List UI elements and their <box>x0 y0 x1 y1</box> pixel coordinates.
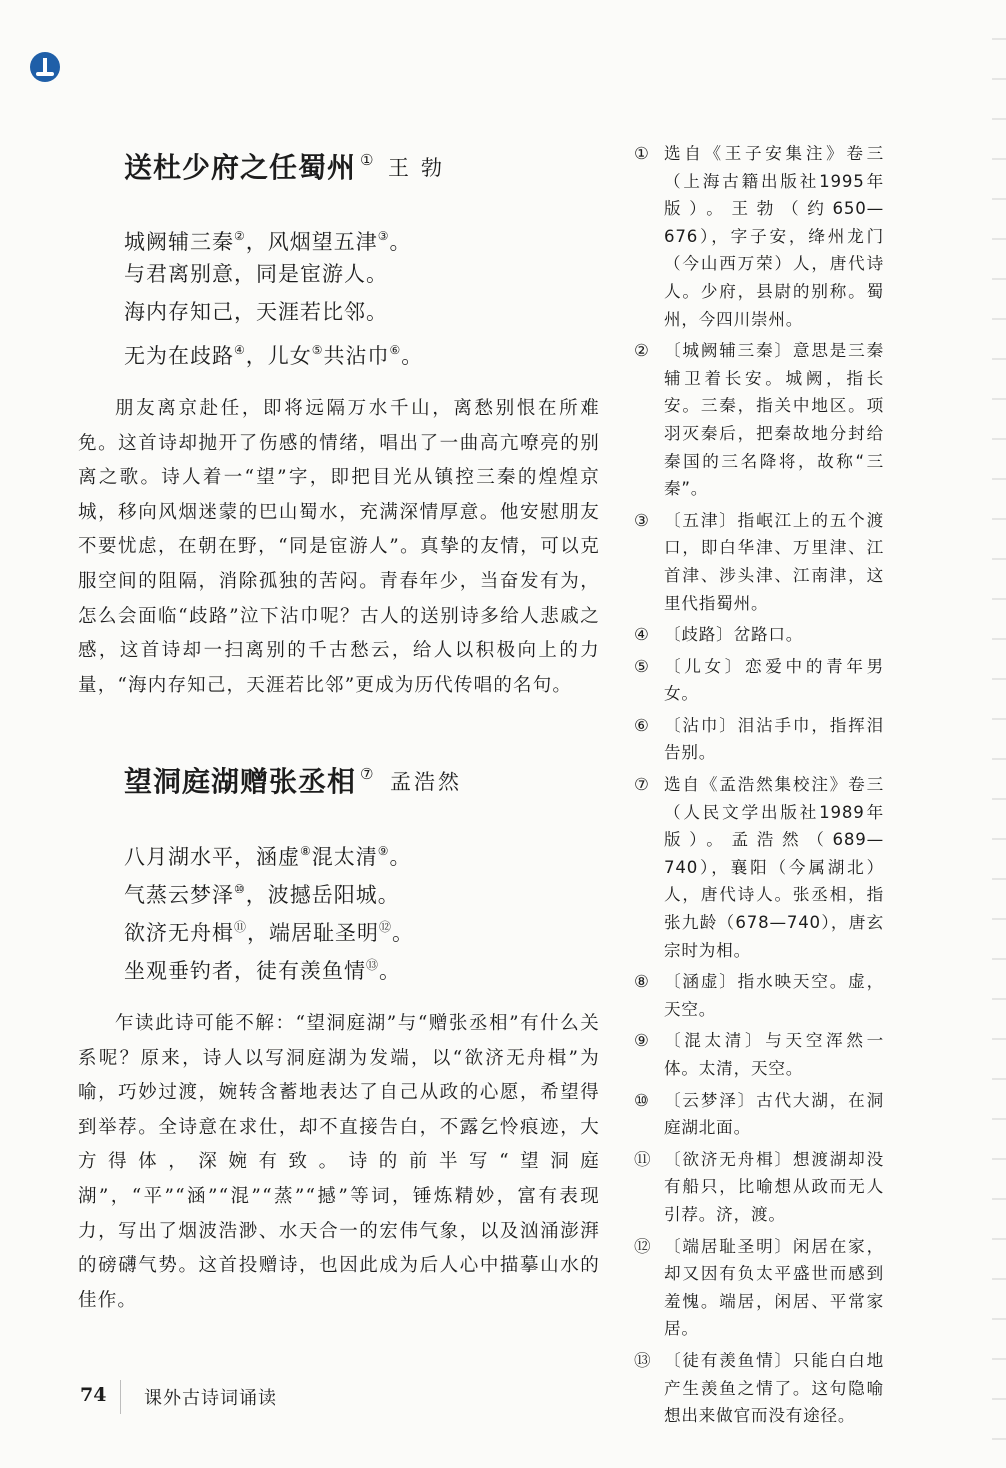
verse-line: 气蒸云梦泽⑩，波撼岳阳城。 <box>124 882 400 907</box>
verse-line: 欲济无舟楫⑪，端居耻圣明⑫。 <box>124 920 415 945</box>
footnote-marker: ① <box>360 151 375 169</box>
verse-line: 坐观垂钓者，徒有羡鱼情⑬。 <box>124 958 402 983</box>
footnote-item: ④ 〔歧路〕岔路口。 <box>634 625 804 645</box>
footnote-item: ⑥ 〔沾巾〕泪沾手巾，指挥泪告别。 <box>634 715 884 763</box>
page-edge <box>992 0 1006 1468</box>
footnote-item: ⑤ 〔儿女〕恋爱中的青年男女。 <box>634 656 884 704</box>
page-number: 74 <box>80 1384 107 1406</box>
footnote-marker: ⑦ <box>360 765 375 783</box>
poem2-verse <box>124 832 544 984</box>
poem2-author: 孟浩然 <box>390 770 462 794</box>
footnote-item: ① 选自《王子安集注》卷三（上海古籍出版社1995年版）。王勃（约650—676），字子安，绛州龙门（今山西万荣）人，唐代诗人。少府，县尉的别称。蜀州，今四川崇州。 <box>634 144 884 329</box>
verse-line: 与君离别意，同是宦游人。 <box>124 262 388 286</box>
footnote-item: ② 〔城阙辅三秦〕意思是三秦辅卫着长安。城阙，指长安。三秦，指关中地区。项羽灭秦后，把秦故地分封给秦国的三名降将，故称“三秦”。 <box>634 341 884 499</box>
verse-line: 城阙辅三秦②，风烟望五津③。 <box>124 229 412 254</box>
footnote-item: ⑩ 〔云梦泽〕古代大湖，在洞庭湖北面。 <box>634 1090 884 1138</box>
footnote-item: ⑧ 〔涵虚〕指水映天空。虚，天空。 <box>634 972 884 1019</box>
poem2-title: 望洞庭湖赠张丞相 ⑦ <box>124 765 375 798</box>
footnote-item: ⑬ 〔徒有羡鱼情〕只能白白地产生羡鱼之情了。这句隐喻想出来做官而没有途径。 <box>634 1350 884 1426</box>
poem1-commentary: 朋友离京赴任，即将远隔万水千山，离愁别恨在所难免。这首诗却抛开了伤感的情绪，唱出了一曲高亢嘹亮的别离之歌。诗人着一“望”字，即把目光从镇控三秦的煌煌京城，移向风烟迷蒙的巴山蜀水，充满深情厚意。他安慰朋友不要忧虑，在朝在野，“同是宦游人”。真挚的友情，可以克服空间的阻隔，消除孤独的苦闷。青春年少，当奋发有为，怎么会面临“歧路”泣下沾巾呢？古人的送别诗多给人悲戚之感，这首诗却一扫离别的千古愁云，给人以积极向上的力量，“海内存知己，天涯若比邻”更成为历代传唱的名句。 <box>78 398 600 696</box>
publisher-logo-icon <box>30 52 60 82</box>
footnote-item: ③ 〔五津〕指岷江上的五个渡口，即白华津、万里津、江首津、涉头津、江南津，这里代指蜀州。 <box>634 510 884 613</box>
poem1-title: 送杜少府之任蜀州 ① <box>124 151 375 184</box>
poem1-verse <box>124 217 544 369</box>
poem2-commentary: 乍读此诗可能不解：“望洞庭湖”与“赠张丞相”有什么关系呢？原来，诗人以写洞庭湖为发端，以“欲济无舟楫”为喻，巧妙过渡，婉转含蓄地表达了自己从政的心愿，希望得到举荐。全诗意在求仕，却不直接告白，不露乞怜痕迹，大方得体，深婉有致。诗的前半写“望洞庭湖”，“平”“涵”“混”“蒸”“撼”等词，锤炼精妙，富有表现力，写出了烟波浩渺、水天合一的宏伟气象，以及汹涌澎湃的磅礴气势。这首投赠诗，也因此成为后人心中描摹山水的佳作。 <box>78 1013 600 1311</box>
footnote-item: ⑪ 〔欲济无舟楫〕想渡湖却没有船只，比喻想从政而无人引荐。济，渡。 <box>634 1149 884 1224</box>
poem1-author: 王勃 <box>388 156 454 180</box>
verse-line: 八月湖水平，涵虚⑧混太清⑨。 <box>124 844 412 869</box>
footnotes <box>634 140 884 1434</box>
section-title: 课外古诗词诵读 <box>144 1388 277 1409</box>
footnote-item: ⑫ 〔端居耻圣明〕闲居在家，却又因有负太平盛世而感到羞愧。端居，闲居、平常家居。 <box>634 1236 884 1339</box>
footnote-item: ⑨ 〔混太清〕与天空浑然一体。太清，天空。 <box>634 1031 884 1078</box>
footnote-item: ⑦ 选自《孟浩然集校注》卷三（人民文学出版社1989年版）。孟浩然（689—740），襄阳（今属湖北）人，唐代诗人。张丞相，指张九龄（678—740），唐玄宗时为相。 <box>634 775 884 960</box>
verse-line: 海内存知己，天涯若比邻。 <box>124 300 388 324</box>
footer-divider <box>120 1380 121 1414</box>
verse-line: 无为在歧路④，儿女⑤共沾巾⑥。 <box>124 343 424 368</box>
